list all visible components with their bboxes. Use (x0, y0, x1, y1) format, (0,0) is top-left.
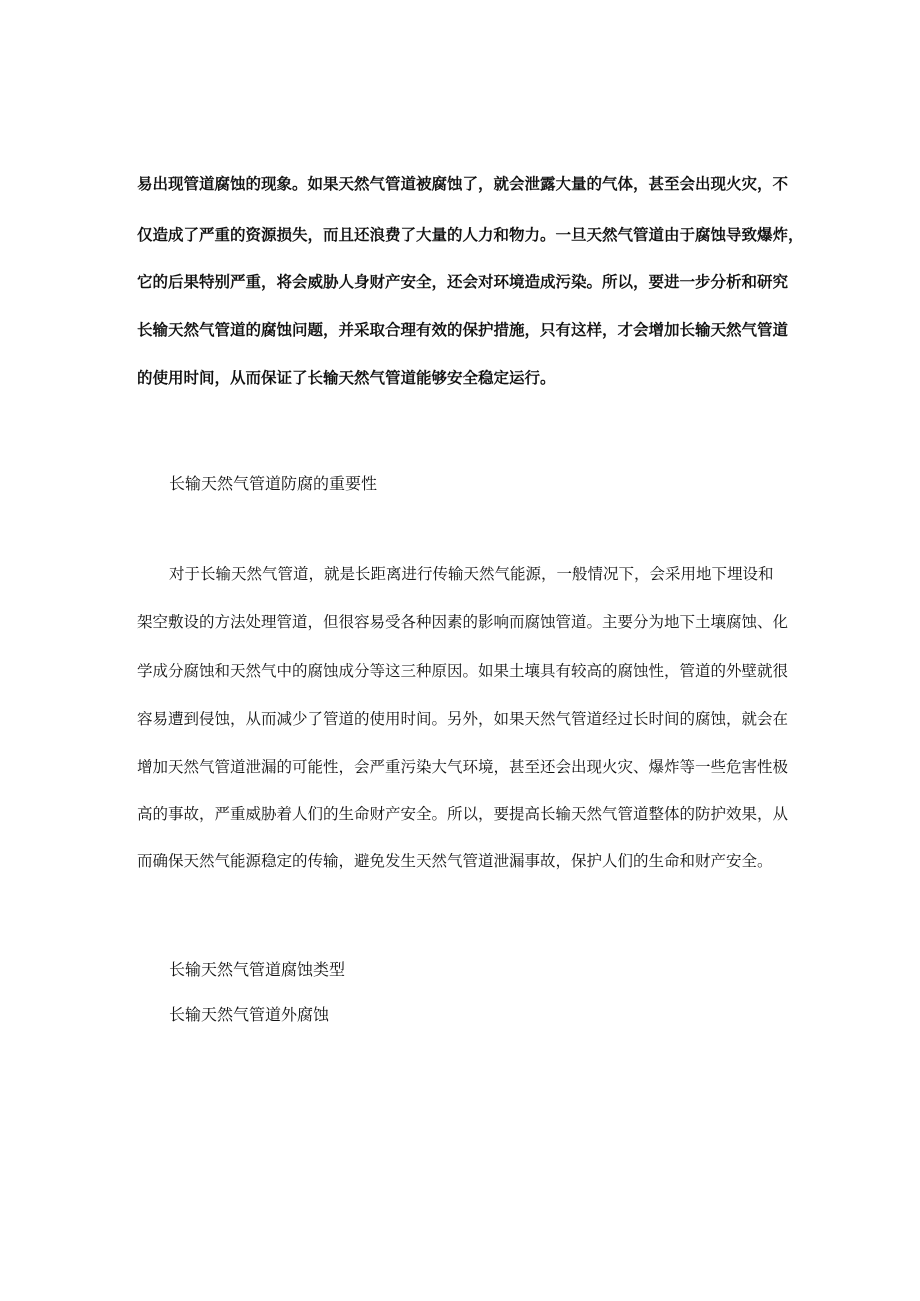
importance-line-5: 增加天然气管道泄漏的可能性，会严重污染大气环境，甚至还会出现火灾、爆炸等一些危害性极 (137, 758, 789, 776)
section-heading-importance: 长输天然气管道防腐的重要性 (169, 474, 378, 493)
intro-line-2: 仅造成了严重的资源损失，而且还浪费了大量的人力和物力。一旦天然气管道由于腐蚀导致爆炸， (137, 226, 804, 244)
importance-line-2: 架空敷设的方法处理管道，但很容易受各种因素的影响而腐蚀管道。主要分为地下土壤腐蚀、化 (137, 613, 789, 631)
intro-line-3: 它的后果特别严重，将会威胁人身财产安全，还会对环境造成污染。所以，要进一步分析和研究 (137, 273, 789, 291)
importance-line-6: 高的事故，严重威胁着人们的生命财产安全。所以，要提高长输天然气管道整体的防护效果，从 (137, 805, 789, 823)
importance-line-1: 对于长输天然气管道，就是长距离进行传输天然气能源，一般情况下，会采用地下埋设和 (169, 565, 774, 583)
subsection-heading-external-corrosion: 长输天然气管道外腐蚀 (169, 1005, 330, 1024)
importance-line-3: 学成分腐蚀和天然气中的腐蚀成分等这三种原因。如果土壤具有较高的腐蚀性，管道的外壁就很 (137, 662, 789, 680)
importance-line-4: 容易遭到侵蚀，从而减少了管道的使用时间。另外，如果天然气管道经过长时间的腐蚀，就会在 (137, 710, 789, 728)
intro-line-4: 长输天然气管道的腐蚀问题，并采取合理有效的保护措施，只有这样，才会增加长输天然气管道 (137, 321, 789, 339)
intro-line-5: 的使用时间，从而保证了长输天然气管道能够安全稳定运行。 (137, 369, 556, 387)
importance-line-7: 而确保天然气能源稳定的传输，避免发生天然气管道泄漏事故，保护人们的生命和财产安全。 (137, 852, 773, 870)
intro-line-1: 易出现管道腐蚀的现象。如果天然气管道被腐蚀了，就会泄露大量的气体，甚至会出现火灾，不 (137, 175, 789, 193)
section-heading-types: 长输天然气管道腐蚀类型 (169, 960, 346, 979)
